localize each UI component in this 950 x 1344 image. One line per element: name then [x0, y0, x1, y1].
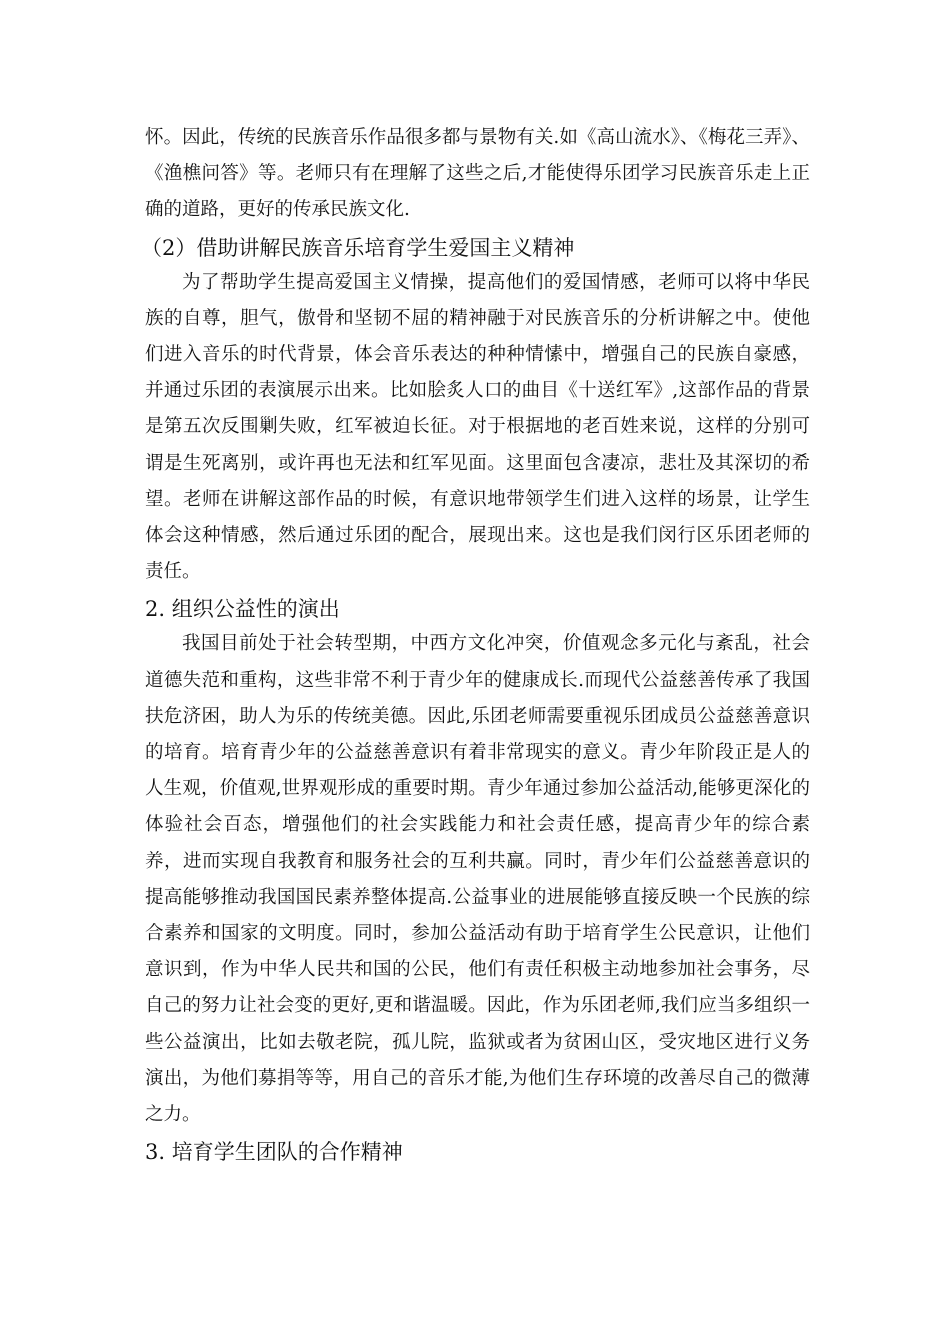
heading-teamwork: 3. 培育学生团队的合作精神 — [145, 1140, 403, 1165]
document-body — [141, 120, 810, 1169]
heading-patriotism: （2）借助讲解民族音乐培育学生爱国主义精神 — [141, 235, 575, 260]
paragraph-3: 我国目前处于社会转型期，中西方文化冲突，价值观念多元化与紊乱，社会道德失范和重构，这些非常不利于青少年的健康成长.而现代公益慈善传承了我国扶危济困，助人为乐的传统美德。因此,乐团老师需要重视乐团成员公益慈善意识的培育。培育青少年的公益慈善意识有着非常现实的意义。青少年阶段正是人的人生观，价值观,世界观形成的重要时期。青少年通过参加公益活动,能够更深化的体验社会百态，增强他们的社会实践能力和社会责任感，提高青少年的综合素养，进而实现自我教育和服务社会的互利共赢。同时，青少年们公益慈善意识的提高能够推动我国国民素养整体提高.公益事业的进展能够直接反映一个民族的综合素养和国家的文明度。同时，参加公益活动有助于培育学生公民意识，让他们意识到，作为中华人民共和国的公民，他们有责任积极主动地参加社会事务，尽自己的努力让社会变的更好,更和谐温暖。因此，作为乐团老师,我们应当多组织一些公益演出，比如去敬老院，孤儿院，监狱或者为贫困山区，受灾地区进行义务演出，为他们募捐等等，用自己的音乐才能,为他们生存环境的改善尽自己的微薄之力。 — [145, 633, 810, 1126]
paragraph-1: 怀。因此，传统的民族音乐作品很多都与景物有关.如《高山流水》、《梅花三弄》、《渔樵问答》等。老师只有在理解了这些之后,才能使得乐团学习民族音乐走上正确的道路，更好的传承民族文化. — [145, 127, 810, 221]
paragraph-2: 为了帮助学生提高爱国主义情操，提高他们的爱国情感，老师可以将中华民族的自尊，胆气，傲骨和坚韧不屈的精神融于对民族音乐的分析讲解之中。使他们进入音乐的时代背景，体会音乐表达的种种情愫中，增强自己的民族自豪感，并通过乐团的表演展示出来。比如脍炙人口的曲目《十送红军》,这部作品的背景是第五次反围剿失败，红军被迫长征。对于根据地的老百姓来说，这样的分别可谓是生死离别，或许再也无法和红军见面。这里面包含凄凉，悲壮及其深切的希望。老师在讲解这部作品的时候，有意识地带领学生们进入这样的场景，让学生体会这种情感，然后通过乐团的配合，展现出来。这也是我们闵行区乐团老师的责任。 — [145, 271, 810, 583]
heading-charity-performance: 2. 组织公益性的演出 — [145, 597, 340, 622]
